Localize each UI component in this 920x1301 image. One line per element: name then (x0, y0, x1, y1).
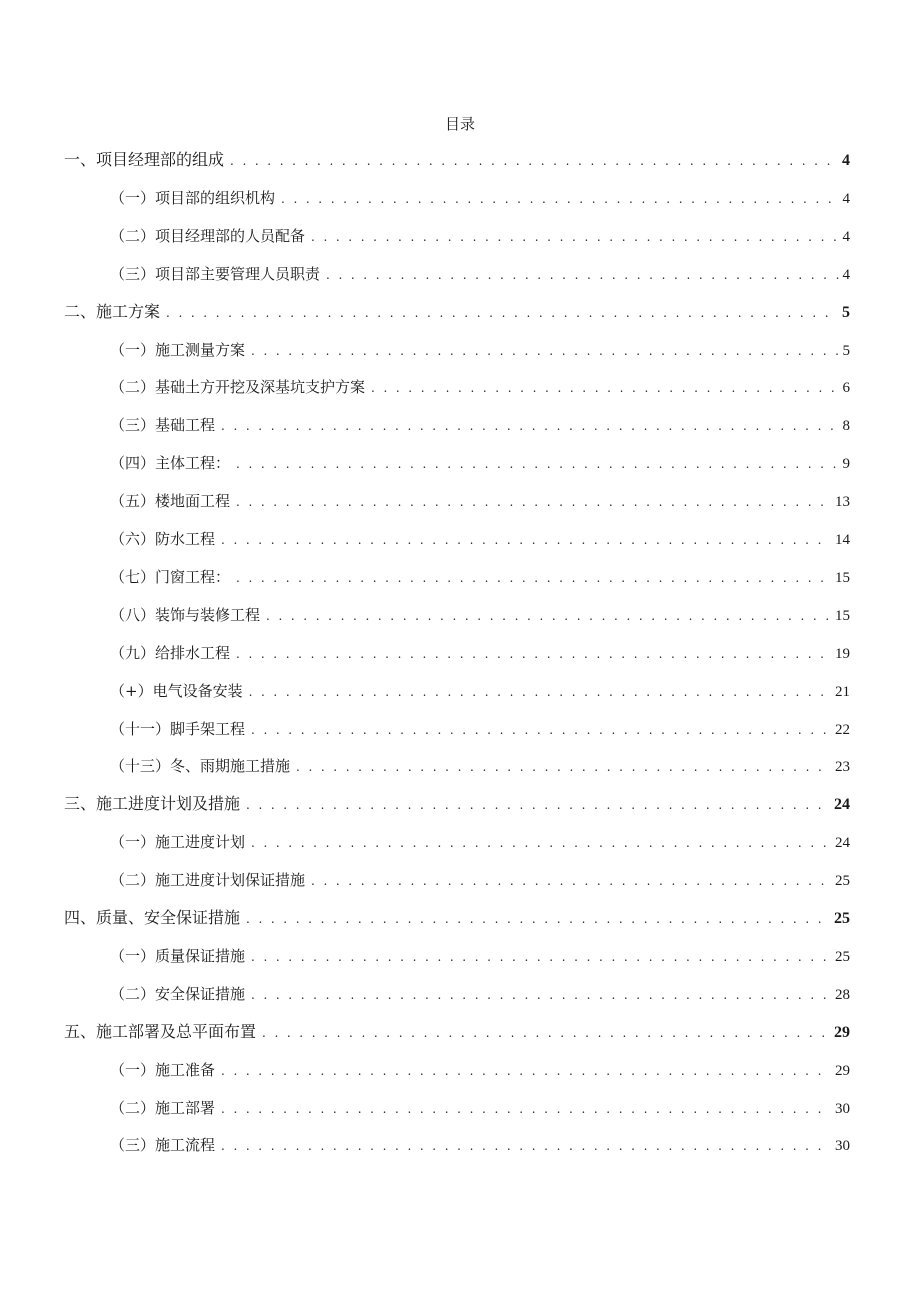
toc-section-entry[interactable] (110, 830, 850, 854)
toc-page-number: 25 (835, 873, 850, 890)
toc-dot-leader (221, 1097, 831, 1121)
toc-section-entry[interactable] (110, 944, 850, 968)
toc-section-entry[interactable] (110, 641, 850, 665)
toc-section-entry[interactable] (110, 868, 850, 892)
toc-entry-label: 四、质量、安全保证措施 (64, 908, 241, 927)
toc-page-number: 21 (835, 683, 850, 700)
toc-page-number: 9 (842, 456, 850, 473)
toc-dot-leader (281, 187, 838, 211)
toc-dot-leader (246, 793, 830, 817)
toc-dot-leader (266, 604, 831, 628)
toc-dot-leader (251, 945, 831, 969)
toc-dot-leader (221, 1059, 831, 1083)
toc-dot-leader (326, 263, 838, 287)
toc-entry-label: （二）基础土方开挖及深基坑支护方案 (110, 378, 366, 397)
toc-entry-label: 五、施工部署及总平面布置 (64, 1021, 257, 1041)
toc-section-entry[interactable] (110, 565, 850, 589)
toc-section-entry[interactable] (110, 717, 850, 741)
toc-entry-label: （九）给排水工程 (110, 643, 231, 662)
toc-dot-leader (166, 301, 838, 325)
toc-chapter-entry[interactable] (64, 906, 850, 930)
toc-page-number: 5 (842, 303, 850, 321)
toc-dot-leader (221, 528, 831, 552)
toc-page-number: 23 (835, 759, 850, 776)
toc-section-entry[interactable] (110, 224, 850, 248)
toc-entry-label: （三）施工流程 (110, 1136, 216, 1155)
toc-chapter-entry[interactable] (64, 1020, 850, 1044)
toc-dot-leader (371, 376, 838, 400)
toc-dot-leader (251, 983, 831, 1007)
toc-page-number: 19 (835, 645, 850, 662)
toc-entry-label: （二）施工部署 (110, 1098, 216, 1117)
toc-entry-label: （三）基础工程 (110, 416, 216, 435)
toc-section-entry[interactable] (110, 489, 850, 513)
toc-entry-label: （五）楼地面工程 (110, 492, 231, 511)
toc-page-number: 29 (835, 1062, 850, 1079)
toc-entry-label: 二、施工方案 (64, 301, 161, 321)
toc-section-entry[interactable] (110, 679, 850, 703)
toc-page-number: 29 (834, 1023, 850, 1041)
toc-entry-label: （十三）冬、雨期施工措施 (110, 757, 291, 776)
toc-entry-label: 三、施工进度计划及措施 (64, 794, 241, 814)
toc-page-number: 15 (835, 607, 850, 624)
toc-section-entry[interactable] (110, 338, 850, 362)
toc-page-number: 25 (834, 910, 850, 927)
toc-entry-label: （三）项目部主要管理人员职责 (110, 264, 321, 283)
toc-dot-leader (262, 1021, 830, 1045)
toc-page-number: 24 (834, 796, 850, 814)
toc-dot-leader (296, 755, 831, 779)
toc-page-number: 4 (842, 266, 850, 283)
toc-entry-label: （四）主体工程： (110, 454, 231, 473)
toc-page-number: 28 (835, 986, 850, 1003)
toc-dot-leader (251, 718, 831, 742)
toc-page-number: 13 (835, 494, 850, 511)
toc-page-number: 5 (842, 342, 850, 359)
toc-entry-label: （六）防水工程 (110, 530, 216, 548)
toc-entry-label: （+）电气设备安装 (110, 681, 243, 700)
toc-page-number: 15 (835, 569, 850, 586)
toc-page-number: 30 (835, 1138, 850, 1155)
toc-dot-leader (236, 452, 838, 476)
toc-entry-label: （八）装饰与装修工程 (110, 605, 261, 624)
toc-chapter-entry[interactable] (64, 148, 850, 172)
toc-page-number: 8 (842, 418, 850, 435)
toc-entry-label: （十一）脚手架工程 (110, 719, 246, 738)
toc-section-entry[interactable] (110, 982, 850, 1006)
toc-section-entry[interactable] (110, 1058, 850, 1082)
toc-entry-label: （一）施工进度计划 (110, 833, 246, 852)
toc-dot-leader (236, 642, 831, 666)
toc-entry-label: （七）门窗工程： (110, 567, 231, 586)
toc-dot-leader (251, 831, 831, 855)
toc-section-entry[interactable] (110, 1133, 850, 1157)
toc-section-entry[interactable] (110, 186, 850, 210)
toc-entry-label: （一）质量保证措施 (110, 946, 246, 965)
toc-section-entry[interactable] (110, 603, 850, 627)
toc-section-entry[interactable] (110, 451, 850, 475)
toc-dot-leader (311, 869, 831, 893)
toc-section-entry[interactable] (110, 527, 850, 551)
toc-dot-leader (236, 566, 831, 590)
toc-section-entry[interactable] (110, 413, 850, 437)
toc-page-number: 4 (842, 190, 850, 207)
toc-dot-leader (249, 680, 831, 704)
toc-chapter-entry[interactable] (64, 300, 850, 324)
toc-section-entry[interactable] (110, 754, 850, 778)
toc-entry-label: （二）项目经理部的人员配备 (110, 226, 306, 245)
toc-section-entry[interactable] (110, 375, 850, 399)
toc-page-number: 25 (835, 948, 850, 965)
toc-section-entry[interactable] (110, 262, 850, 286)
toc-page-number: 6 (842, 380, 850, 397)
toc-entry-label: （二）安全保证措施 (110, 984, 246, 1003)
toc-dot-leader (221, 414, 838, 438)
toc-page-number: 4 (842, 228, 850, 245)
toc-section-entry[interactable] (110, 1096, 850, 1120)
toc-entry-label: （一）施工测量方案 (110, 340, 246, 359)
toc-chapter-entry[interactable] (64, 792, 850, 816)
toc-dot-leader (246, 907, 830, 931)
toc-dot-leader (230, 149, 838, 173)
toc-title: 目录 (444, 115, 475, 133)
toc-page-number: 14 (835, 532, 850, 548)
toc-entry-label: （一）施工准备 (110, 1060, 216, 1079)
toc-page-number: 22 (835, 721, 850, 738)
toc-entry-label: （一）项目部的组织机构 (110, 188, 276, 207)
toc-entry-label: （二）施工进度计划保证措施 (110, 871, 306, 890)
toc-page-number: 24 (835, 835, 850, 852)
toc-dot-leader (311, 225, 838, 249)
toc-dot-leader (221, 1134, 831, 1158)
toc-entry-label: 一、项目经理部的组成 (64, 150, 225, 169)
toc-page-number: 30 (835, 1100, 850, 1117)
toc-page-number: 4 (842, 152, 850, 169)
toc-dot-leader (251, 339, 838, 363)
toc-dot-leader (236, 490, 831, 514)
